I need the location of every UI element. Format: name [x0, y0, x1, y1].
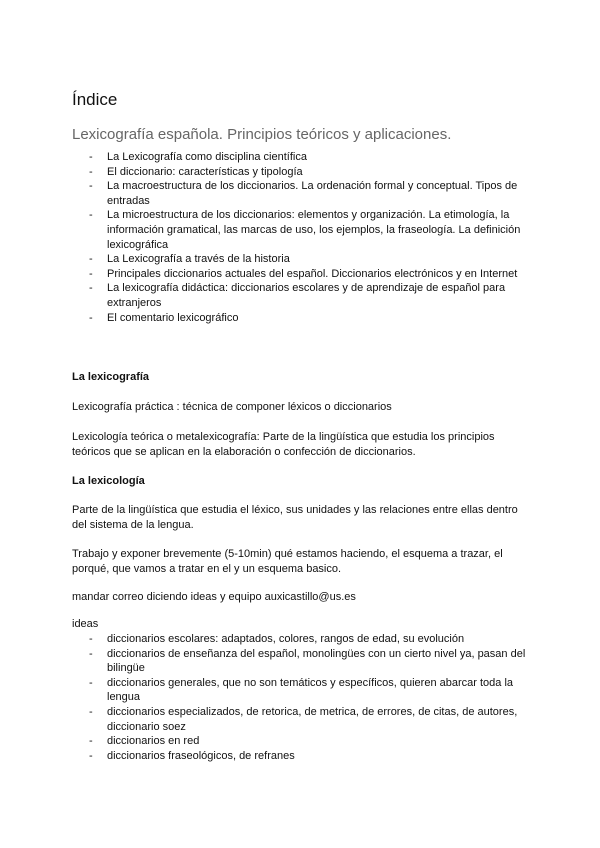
- list-item-text: La Lexicografía como disciplina científica: [107, 151, 307, 163]
- dash-bullet: -: [89, 633, 93, 645]
- list-item-text: diccionarios generales, que no son temáticos y específicos, quieren abarcar toda la lengua: [107, 676, 514, 704]
- list-item: [72, 208, 527, 252]
- dash-bullet: -: [89, 705, 93, 718]
- list-item: [72, 734, 527, 749]
- list-item: [72, 281, 527, 310]
- toc-list: [72, 150, 527, 325]
- list-item-text: La macroestructura de los diccionarios. La ordenación formal y conceptual. Tipos de entradas: [107, 180, 518, 207]
- dash-bullet: -: [89, 253, 93, 266]
- list-item-text: La microestructura de los diccionarios: elementos y organización. La etimología, la información gramatical, las marcas de uso, los ejemplos, la fraseología. La definición lexicográfica: [107, 209, 521, 251]
- paragraph-teorica: Lexicología teórica o metalexicografía: Parte de la lingüística que estudia los principios teóricos que se aplican en la elaboración o confección de diccionarios.: [72, 431, 495, 458]
- list-item-text: diccionarios fraseológicos, de refranes: [107, 749, 295, 762]
- dash-bullet: -: [89, 267, 93, 280]
- dash-bullet: -: [89, 180, 93, 193]
- ideas-label: ideas: [72, 618, 99, 630]
- paragraph-lexicologia: Parte de la lingüística que estudia el léxico, sus unidades y las relaciones entre ellas dentro del sistema de la lengua.: [72, 504, 518, 531]
- section-heading-lexicologia: La lexicología: [72, 475, 145, 487]
- dash-bullet: -: [89, 749, 93, 762]
- dash-bullet: -: [89, 676, 93, 689]
- section-heading-lexicografia: La lexicografía: [72, 371, 150, 383]
- list-item-text: diccionarios de enseñanza del español, monolingües con un cierto nivel ya, pasan del bilingüe: [107, 647, 526, 675]
- list-item: [72, 632, 527, 647]
- paragraph-correo: mandar correo diciendo ideas y equipo auxicastillo@us.es: [72, 591, 356, 603]
- dash-bullet: -: [89, 735, 93, 748]
- list-item-text: El comentario lexicográfico: [107, 311, 239, 324]
- dash-bullet: -: [89, 282, 93, 295]
- list-item: [72, 749, 527, 764]
- dash-bullet: -: [89, 209, 93, 222]
- list-item-text: Principales diccionarios actuales del español. Diccionarios electrónicos y en Internet: [107, 267, 518, 280]
- list-item-text: diccionarios en red: [107, 735, 200, 748]
- dash-bullet: -: [89, 647, 93, 660]
- paragraph-practica: Lexicografía práctica : técnica de componer léxicos o diccionarios: [72, 401, 392, 413]
- list-item: [72, 179, 527, 208]
- dash-bullet: -: [89, 151, 93, 163]
- list-item: [72, 676, 527, 705]
- list-item-text: El diccionario: características y tipología: [107, 165, 303, 178]
- dash-bullet: -: [89, 311, 93, 324]
- paragraph-trabajo: Trabajo y exponer brevemente (5-10min) qué estamos haciendo, el esquema a trazar, el porqué, que vamos a tratar en el y un esquema basico.: [72, 548, 503, 575]
- list-item: [72, 705, 527, 734]
- document-subtitle: Lexicografía española. Principios teóricos y aplicaciones.: [72, 126, 452, 143]
- list-item: [72, 647, 527, 676]
- list-item: [72, 252, 527, 267]
- dash-bullet: -: [89, 165, 93, 178]
- list-item-text: diccionarios especializados, de retorica, de metrica, de errores, de citas, de autores, diccionario soez: [107, 705, 518, 733]
- page-title: Índice: [72, 90, 118, 109]
- list-item: [72, 165, 527, 180]
- list-item-text: diccionarios escolares: adaptados, colores, rangos de edad, su evolución: [107, 633, 465, 645]
- ideas-list: [72, 632, 527, 763]
- list-item: [72, 150, 527, 165]
- list-item-text: La Lexicografía a través de la historia: [107, 253, 290, 266]
- list-item-text: La lexicografía didáctica: diccionarios escolares y de aprendizaje de español para extranjeros: [107, 282, 506, 309]
- list-item: [72, 311, 527, 326]
- list-item: [72, 267, 527, 282]
